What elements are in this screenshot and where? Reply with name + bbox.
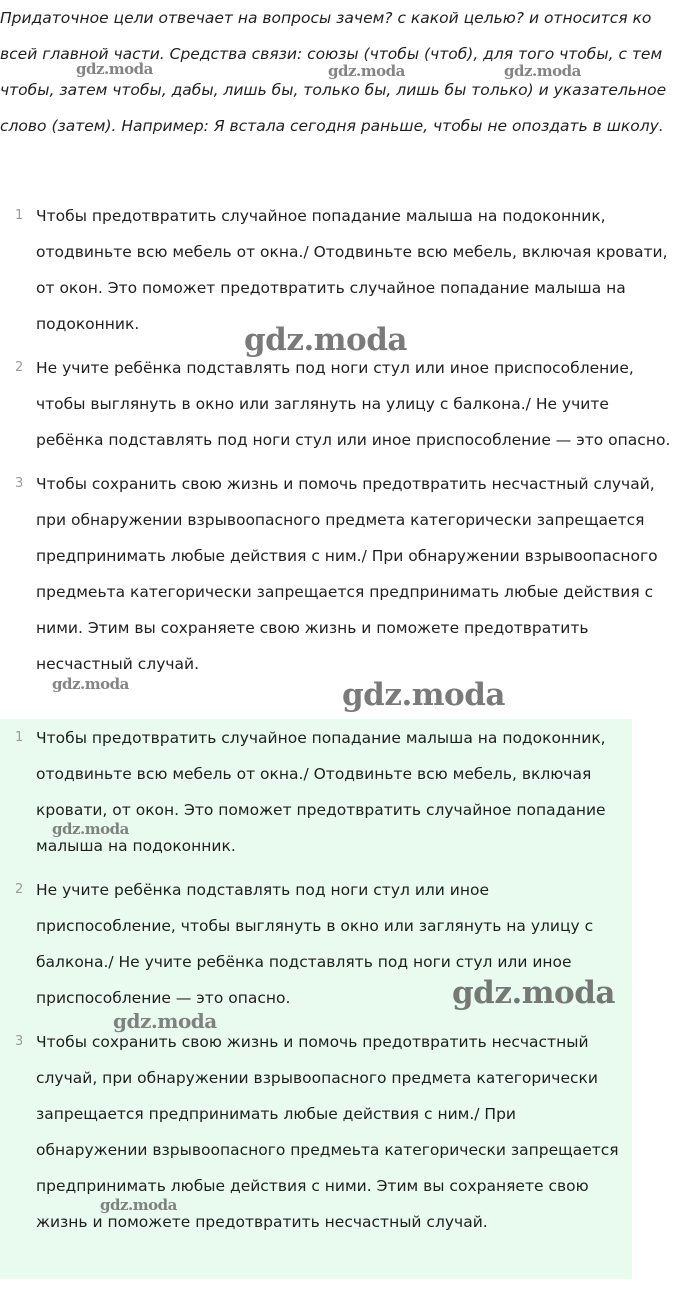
watermark: gdz.moda [452,975,615,1011]
item-text: Не учите ребёнка подставлять под ноги стул или иное приспособление, чтобы выглянуть в окно или заглянуть на улицу с балкона./ Не учите ребёнка подставлять под ноги стул или иное приспособление — это опасно. [36,881,594,1007]
watermark: gdz.moda [244,322,407,358]
list-item [0,466,680,682]
item-text: Чтобы предотвратить случайное попадание малыша на подоконник, отодвиньте всю мебель от окна./ Отодвиньте всю мебель, включая кровати, от окон. Это поможет предотвратить случайное попадание малыша на подоконник. [36,207,668,333]
watermark: gdz.moda [100,1196,177,1214]
item-number: 3 [15,1034,24,1049]
item-text: Не учите ребёнка подставлять под ноги стул или иное приспособление, чтобы выглянуть в окно или заглянуть на улицу с балкона./ Не учите ребёнка подставлять под ноги стул или иное приспособление — это опасно. [36,359,671,449]
watermark: gdz.moda [328,62,405,80]
item-number: 1 [15,208,24,223]
answer-list-first [0,198,680,682]
list-item [0,350,680,458]
list-item [0,720,680,864]
list-item [0,198,680,342]
item-text: Чтобы предотвратить случайное попадание малыша на подоконник, отодвиньте всю мебель от окна./ Отодвиньте всю мебель, включая кровати, от окон. Это поможет предотвратить случайное попадание малыша на подоконник. [36,729,606,855]
watermark: gdz.moda [52,675,129,693]
watermark: gdz.moda [76,60,153,78]
item-text: Чтобы сохранить свою жизнь и помочь предотвратить несчастный случай, при обнаружении взрывоопасного предмета категорически запрещается предпринимать любые действия с ним./ При обнаружении взрывоопасного предмеьта категорически запрещается предпринимать любые действия с ними. Этим вы сохраняете свою жизнь и поможете предотвратить несчастный случай. [36,475,658,673]
item-number: 2 [15,360,24,375]
watermark: gdz.moda [504,62,581,80]
item-number: 1 [15,730,24,745]
item-text: Чтобы сохранить свою жизнь и помочь предотвратить несчастный случай, при обнаружении взрывоопасного предмета категорически запрещается предпринимать любые действия с ним./ При обнаружении взрывоопасного предмеьта категорически запрещается предпринимать любые действия с ними. Этим вы сохраняете свою жизнь и поможете предотвратить несчастный случай. [36,1033,619,1231]
watermark: gdz.moda [342,677,505,713]
intro-paragraph: Придаточное цели отвечает на вопросы зачем? с какой целью? и относится ко всей главной части. Средства связи: союзы (чтобы (чтоб), для того чтобы, с тем чтобы, затем чтобы, дабы, лишь бы, только бы, лишь бы только) и указательное слово (затем). Например: Я встала сегодня раньше, чтобы не опоздать в школу. [0,9,667,135]
watermark: gdz.moda [52,820,129,838]
item-number: 3 [15,476,24,491]
watermark: gdz.moda [113,1009,217,1033]
item-number: 2 [15,882,24,897]
